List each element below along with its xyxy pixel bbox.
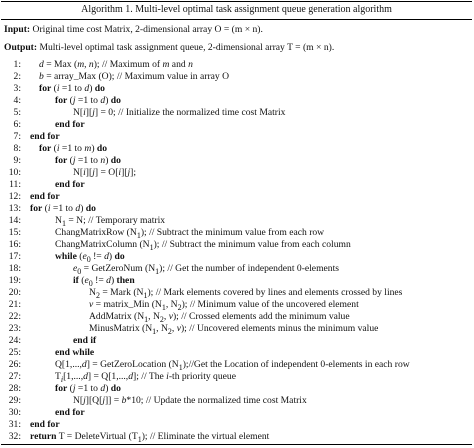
input-text: Original time cost Matrix, 2-dimensional array O = (m × n).: [32, 24, 263, 35]
line-code: end while: [55, 347, 95, 358]
line-number: 28:: [8, 383, 21, 394]
line-number: 4:: [13, 95, 21, 106]
line-code: Q[1,...,d] = GetZeroLocation $(N_1);/$/Get the Location of independent 0-elements in each row: [55, 359, 410, 372]
line-number: 8:: [13, 143, 21, 154]
line-code: if ($e_0$ != d) then: [73, 275, 135, 288]
algorithm-line: [1, 227, 472, 238]
line-code: for (j =1 to n) do: [55, 155, 121, 166]
line-code: for (j =1 to d) do: [55, 383, 121, 394]
algorithm-line: [1, 239, 472, 250]
output-label: Output:: [4, 42, 38, 53]
line-number: 6:: [13, 119, 21, 130]
line-number: 20:: [8, 287, 21, 298]
algorithm-line: [1, 335, 472, 346]
line-number: 29:: [8, 395, 21, 406]
algorithm-line: [1, 323, 472, 334]
line-code: N[i][j] = 0; // Initialize the normalized time cost Matrix: [73, 107, 286, 118]
algorithm-line: [1, 71, 472, 82]
line-number: 22:: [8, 311, 21, 322]
algorithm-line: [1, 347, 472, 358]
line-code: end for: [30, 419, 60, 430]
title-rule: [1, 19, 472, 20]
line-number: 3:: [13, 83, 21, 94]
algorithm-line: [1, 359, 472, 370]
line-number: 13:: [8, 203, 21, 214]
algorithm-line: [1, 299, 472, 310]
line-code: ChangMatrixColumn $(N_1)$; // Subtract the minimum value from each column: [55, 239, 351, 252]
line-number: 11:: [9, 179, 21, 190]
line-code: MinusMatrix ($N_1$, $N_2$, v); // Uncovered elements minus the minimum value: [89, 323, 379, 336]
algorithm-line: [1, 311, 472, 322]
algorithm-line: [1, 203, 472, 214]
line-number: 9:: [13, 155, 21, 166]
algorithm-line: [1, 167, 472, 178]
line-code: $N_1 = N$; // Temporary matrix: [55, 215, 166, 228]
line-number: 15:: [8, 227, 21, 238]
line-code: b = array_Max (O); // Maximum value in array O: [39, 71, 230, 82]
algorithm-line: [1, 383, 472, 394]
line-code: end if: [73, 335, 97, 346]
line-number: 18:: [8, 263, 21, 274]
algorithm-line: [1, 395, 472, 406]
line-number: 26:: [8, 359, 21, 370]
algorithm-line: [1, 431, 472, 442]
bottom-rule: [1, 444, 472, 445]
algorithm-line: [1, 83, 472, 94]
algorithm-line: [1, 59, 472, 70]
line-number: 2:: [13, 71, 21, 82]
line-code: for (i =1 to m) do: [39, 143, 108, 154]
line-code: N[i][j] = O[i][j];: [73, 167, 136, 178]
line-number: 12:: [8, 191, 21, 202]
line-number: 16:: [8, 239, 21, 250]
line-number: 25:: [8, 347, 21, 358]
line-code: AddMatrix ($N_1$, $N_2$, v); // Crossed elements add the minimum value: [89, 311, 350, 324]
line-code: ChangMatrixRow $(N_1)$; // Subtract the minimum value from each row: [55, 227, 325, 240]
algorithm-title: Algorithm 1. Multi-level optimal task assignment queue generation algorithm: [81, 4, 392, 15]
line-code: $T_i[1,...,d] = Q[1,...,d]$; // The i-th priority queue: [55, 371, 236, 384]
line-number: 23:: [8, 323, 21, 334]
algorithm-line: [1, 119, 472, 130]
line-code: N[j][Q[j]] = b*10; // Update the normalized time cost Matrix: [73, 395, 307, 406]
line-code: v = matrix_Min ($N_1$, $N_2$); // Minimum value of the uncovered element: [89, 299, 359, 312]
line-number: 14:: [8, 215, 21, 226]
line-number: 27:: [8, 371, 21, 382]
output-row: [4, 42, 474, 53]
line-number: 5:: [13, 107, 21, 118]
line-code: end for: [55, 119, 85, 130]
line-number: 1:: [13, 59, 21, 70]
algorithm-line: [1, 275, 472, 286]
line-code: end for: [30, 131, 60, 142]
output-text: Multi-level optimal task assignment queue, 2-dimensional array T = (m × n).: [39, 42, 335, 53]
line-code: for (i =1 to d) do: [30, 203, 96, 214]
line-code: for (i =1 to d) do: [39, 83, 105, 94]
line-number: 10:: [8, 167, 21, 178]
line-number: 32:: [8, 431, 21, 442]
algorithm-line: [1, 215, 472, 226]
algorithm-line: [1, 287, 472, 298]
line-code: return T = DeleteVirtual $(T_1)$; // Eliminate the virtual element: [30, 431, 270, 444]
line-code: $N_2$ = Mark $(N_1)$; // Mark elements covered by lines and elements crossed by lines: [89, 287, 403, 300]
line-code: $e_0$ = GetZeroNum $(N_1)$; // Get the number of independent 0-elements: [73, 263, 339, 276]
line-code: d = Max (m, n); // Maximum of m and n: [39, 59, 193, 70]
algorithm-box: [1, 1, 472, 446]
line-code: end for: [55, 179, 85, 190]
algorithm-line: [1, 179, 472, 190]
line-number: 19:: [8, 275, 21, 286]
algorithm-line: [1, 131, 472, 142]
line-number: 21:: [8, 299, 21, 310]
line-number: 31:: [8, 419, 21, 430]
line-code: while ($e_0$ != d) do: [55, 251, 125, 264]
algorithm-line: [1, 95, 472, 106]
input-row: [4, 24, 474, 35]
input-label: Input:: [4, 24, 31, 35]
line-code: for (j =1 to d) do: [55, 95, 121, 106]
algorithm-line: [1, 251, 472, 262]
line-number: 7:: [13, 131, 21, 142]
algorithm-line: [1, 407, 472, 418]
line-code: end for: [55, 407, 85, 418]
line-number: 24:: [8, 335, 21, 346]
algorithm-line: [1, 263, 472, 274]
line-number: 30:: [8, 407, 21, 418]
top-rule: [1, 1, 472, 2]
algorithm-line: [1, 107, 472, 118]
algorithm-line: [1, 143, 472, 154]
algorithm-line: [1, 419, 472, 430]
line-number: 17:: [8, 251, 21, 262]
line-code: end for: [30, 191, 60, 202]
algorithm-line: [1, 155, 472, 166]
algorithm-line: [1, 191, 472, 202]
algorithm-line: [1, 371, 472, 382]
